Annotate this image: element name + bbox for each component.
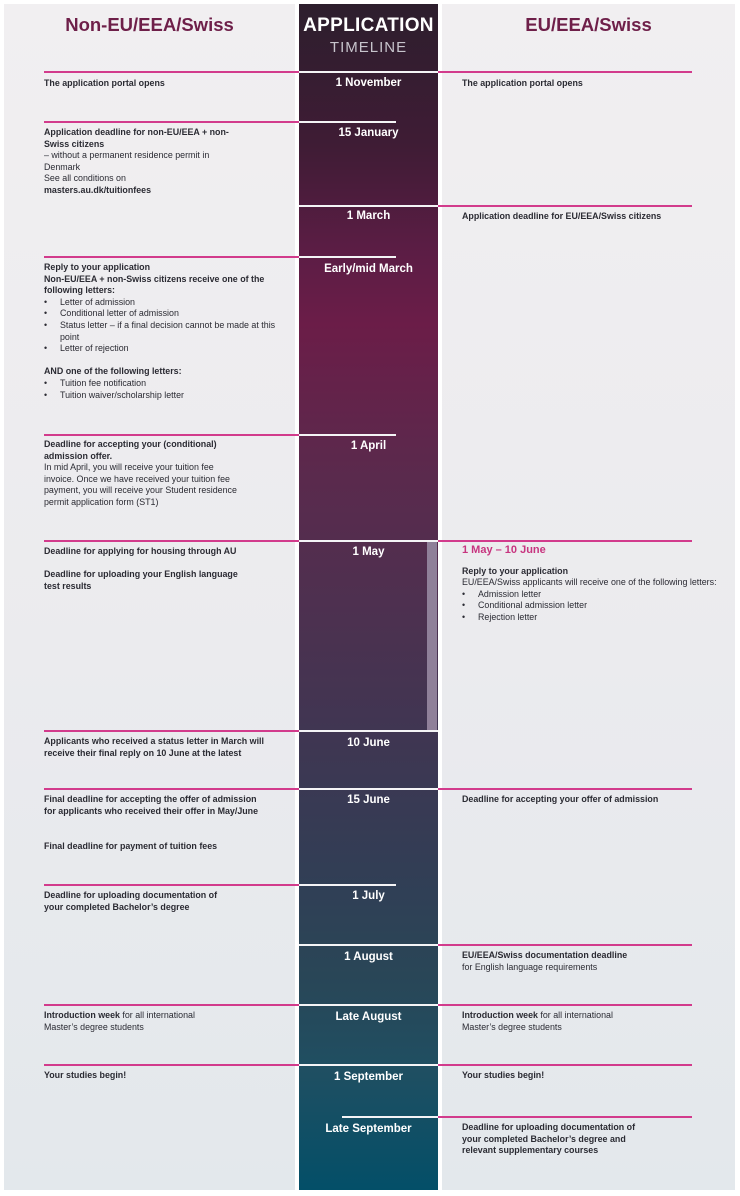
right-doc-title: EU/EEA/Swiss documentation deadline xyxy=(462,950,628,960)
left-reply-title: Reply to your application xyxy=(44,262,151,272)
date-label: 1 September xyxy=(333,1071,404,1083)
separator xyxy=(44,434,299,436)
separator xyxy=(438,71,692,73)
right-intro-week xyxy=(462,1010,632,1033)
left-reply-block xyxy=(44,262,292,401)
left-reply-intro: Non-EU/EEA + non-Swiss citizens receive one of the following letters: xyxy=(44,273,265,296)
separator xyxy=(44,71,299,73)
date-label: Early/mid March xyxy=(324,263,413,275)
list-item: • Tuition fee notification xyxy=(60,378,292,390)
left-reply-list xyxy=(44,297,292,355)
separator xyxy=(438,205,692,207)
right-documentation-deadline xyxy=(462,950,724,973)
left-deadline-line2: See all conditions on xyxy=(44,173,126,184)
date-label: 1 July xyxy=(352,890,385,902)
separator xyxy=(299,788,438,790)
list-item: • Rejection letter xyxy=(478,612,724,624)
left-reply-and: AND one of the following letters: xyxy=(44,366,182,377)
separator xyxy=(299,944,438,946)
separator xyxy=(44,884,299,886)
list-item: • Letter of admission xyxy=(60,297,292,309)
separator xyxy=(438,540,692,542)
right-late-september-deadline: Deadline for uploading documentation of your completed Bachelor’s degree and relevant supplementary courses xyxy=(462,1122,636,1156)
left-housing-deadline: Deadline for applying for housing through AU xyxy=(44,546,237,556)
date-label: 10 June xyxy=(347,737,390,749)
right-studies-begin: Your studies begin! xyxy=(462,1070,545,1080)
left-deadline-title: Application deadline for non-EU/EEA + non-Swiss citizens xyxy=(44,127,229,149)
date-label: 15 June xyxy=(347,794,390,806)
right-reply-title: Reply to your application xyxy=(462,565,569,576)
separator xyxy=(44,788,299,790)
left-accept-block xyxy=(44,439,244,509)
separator xyxy=(299,205,438,207)
may-june-range-bar xyxy=(427,541,437,730)
date-label: Late September xyxy=(325,1123,412,1135)
separator xyxy=(299,1004,438,1006)
right-application-deadline: Application deadline for EU/EEA/Swiss citizens xyxy=(462,211,662,221)
separator xyxy=(438,1064,692,1066)
right-intro-rest: for all international Master’s degree students xyxy=(462,1010,613,1032)
right-reply-list xyxy=(462,589,724,624)
left-final-accept: Final deadline for accepting the offer of admission for applicants who received their offer in May/June xyxy=(44,794,259,816)
right-column-heading: EU/EEA/Swiss xyxy=(525,14,652,35)
left-accept-title: Deadline for accepting your (conditional) admission offer. xyxy=(44,439,217,461)
left-column-heading: Non-EU/EEA/Swiss xyxy=(65,14,234,35)
left-intro-bold: Introduction week xyxy=(44,1010,120,1020)
list-item: • Conditional letter of admission xyxy=(60,308,292,320)
left-bachelor-deadline: Deadline for uploading documentation of your completed Bachelor’s degree xyxy=(44,890,218,912)
date-label: 1 November xyxy=(335,77,402,89)
separator xyxy=(438,788,692,790)
list-item: • Status letter – if a final decision cannot be made at this point xyxy=(60,320,292,343)
separator xyxy=(44,1004,299,1006)
tuition-fees-link[interactable]: masters.au.dk/tuitionfees xyxy=(44,184,152,195)
list-item: • Admission letter xyxy=(478,589,724,601)
date-label: 15 January xyxy=(338,127,399,139)
list-item: • Tuition waiver/scholarship letter xyxy=(60,390,292,402)
left-portal-opens: The application portal opens xyxy=(44,78,165,88)
separator xyxy=(299,730,438,732)
separator xyxy=(438,1004,692,1006)
separator xyxy=(299,1064,438,1066)
left-deadline-line1: – without a permanent residence permit in Denmark xyxy=(44,150,210,172)
separator xyxy=(342,1116,438,1118)
separator xyxy=(299,884,396,886)
date-label: 1 May xyxy=(352,546,385,558)
separator xyxy=(44,256,299,258)
separator xyxy=(299,71,438,73)
separator xyxy=(44,1064,299,1066)
left-intro-rest: for all international Master’s degree students xyxy=(44,1010,195,1032)
left-intro-week xyxy=(44,1010,214,1033)
left-application-deadline xyxy=(44,127,292,197)
date-label: 1 March xyxy=(346,210,391,222)
right-reply-intro: EU/EEA/Swiss applicants will receive one of the following letters: xyxy=(462,577,717,588)
separator xyxy=(299,121,396,123)
separator xyxy=(44,121,299,123)
separator xyxy=(299,256,396,258)
separator xyxy=(438,944,692,946)
timeline-subtitle: TIMELINE xyxy=(329,39,408,56)
right-doc-text: for English language requirements xyxy=(462,961,598,972)
left-accept-text: In mid April, you will receive your tuition fee invoice. Once we have received your tuition fee payment, you will receive your Student residence permit application form (ST1) xyxy=(44,462,237,507)
left-reply-list-2 xyxy=(44,378,292,401)
right-accept-deadline: Deadline for accepting your offer of admission xyxy=(462,794,659,804)
right-range-date: 1 May – 10 June xyxy=(462,544,546,556)
date-label: 1 April xyxy=(350,440,387,452)
left-status-reply: Applicants who received a status letter in March will receive their final reply on 10 June at the latest xyxy=(44,736,264,758)
right-reply-block xyxy=(462,545,724,624)
separator xyxy=(299,434,396,436)
timeline-title: APPLICATION xyxy=(303,15,434,36)
list-item: • Conditional admission letter xyxy=(478,600,724,612)
left-studies-begin: Your studies begin! xyxy=(44,1070,127,1080)
separator xyxy=(44,730,299,732)
left-english-deadline: Deadline for uploading your English language test results xyxy=(44,569,238,591)
list-item: • Letter of rejection xyxy=(60,343,292,355)
separator xyxy=(44,540,299,542)
right-portal-opens: The application portal opens xyxy=(462,78,583,88)
left-final-payment: Final deadline for payment of tuition fees xyxy=(44,841,218,851)
right-intro-bold: Introduction week xyxy=(462,1010,538,1020)
separator xyxy=(438,1116,692,1118)
date-label: 1 August xyxy=(344,951,393,963)
separator xyxy=(299,540,438,542)
date-label: Late August xyxy=(335,1011,402,1023)
